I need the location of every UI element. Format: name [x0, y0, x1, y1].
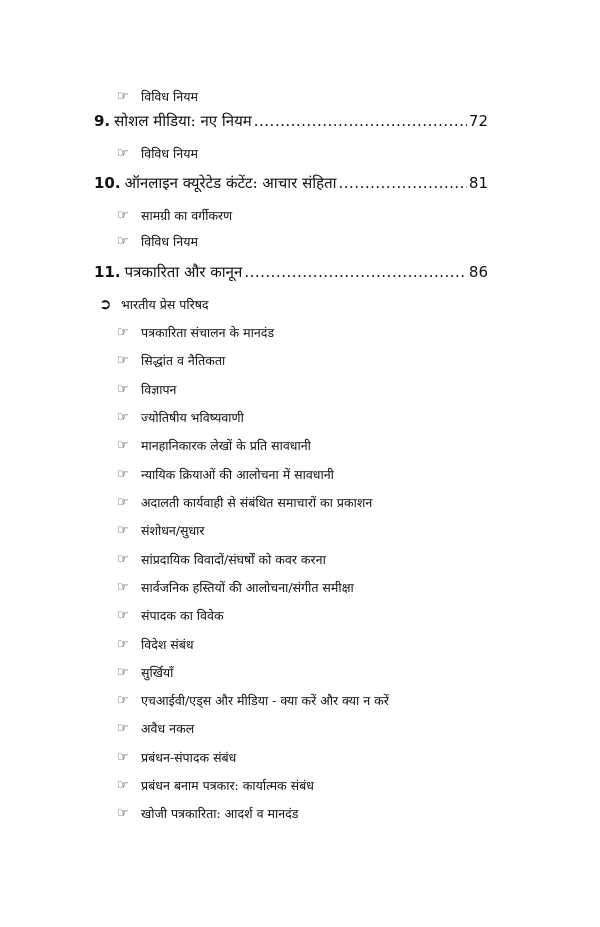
toc-sub-item: [117, 207, 232, 224]
toc-sub-item: [117, 437, 311, 454]
toc-sub-item-text: मानहानिकारक लेखों के प्रति सावधानी: [141, 438, 311, 453]
toc-sub-item: [117, 777, 314, 794]
toc-sub-item: [117, 324, 274, 341]
pointing-hand-icon: ☞: [117, 325, 129, 340]
toc-sub-item: [117, 494, 372, 511]
pointing-hand-icon: ☞: [117, 693, 129, 708]
toc-sub-item-text: सार्वजनिक हस्तियों की आलोचना/संगीत समीक्षा: [141, 580, 354, 595]
dot-leader: [339, 174, 467, 192]
pointing-hand-icon: ☞: [117, 89, 129, 104]
toc-sub-item-text: विविध नियम: [141, 234, 198, 249]
chapter-page-number: 86: [468, 263, 488, 281]
toc-sub-item: [117, 551, 326, 568]
toc-sub-item-text: सुर्खियाँ: [141, 665, 174, 680]
pointing-hand-icon: ☞: [117, 234, 129, 249]
toc-sub-item: [117, 692, 389, 709]
toc-sub-item-text: सामग्री का वर्गीकरण: [141, 208, 233, 223]
toc-sub-item-text: विज्ञापन: [141, 382, 177, 397]
pointing-hand-icon: ☞: [117, 552, 129, 567]
toc-sub-item-text: अदालती कार्यवाही से संबंधित समाचारों का प्रकाशन: [141, 495, 373, 510]
toc-sub-item-text: पत्रकारिता संचालन के मानदंड: [141, 325, 275, 340]
pointing-hand-icon: ☞: [117, 778, 129, 793]
pointing-hand-icon: ☞: [117, 523, 129, 538]
section-heading-text: भारतीय प्रेस परिषद: [121, 296, 209, 312]
toc-sub-item-text: विविध नियम: [141, 146, 198, 161]
toc-sub-item-text: प्रबंधन-संपादक संबंध: [141, 750, 237, 765]
chapter-title: पत्रकारिता और कानून: [124, 263, 243, 281]
chapter-number: 9.: [94, 112, 111, 130]
toc-sub-item: [117, 579, 354, 596]
toc-sub-item: [117, 381, 176, 398]
toc-sub-item: [117, 607, 224, 624]
toc-sub-item: [117, 664, 173, 681]
chapter-number: 10.: [94, 174, 121, 192]
toc-sub-item: [117, 522, 205, 539]
toc-sub-item-text: संशोधन/सुधार: [141, 523, 205, 538]
chapter-page-number: 72: [468, 112, 488, 130]
toc-chapter: [94, 111, 488, 131]
toc-sub-item: [117, 145, 198, 162]
toc-sub-item-text: एचआईवी/एड्स और मीडिया - क्या करें और क्या न करें: [141, 693, 389, 708]
toc-sub-item: [117, 233, 198, 250]
toc-sub-item-text: संपादक का विवेक: [141, 608, 224, 623]
pointing-hand-icon: ☞: [117, 750, 129, 765]
pointing-hand-icon: ☞: [117, 382, 129, 397]
toc-chapter: [94, 173, 488, 193]
pointing-hand-icon: ☞: [117, 608, 129, 623]
pointing-hand-icon: ☞: [117, 580, 129, 595]
pointing-hand-icon: ☞: [117, 806, 129, 821]
dot-leader: [254, 112, 467, 130]
pointing-hand-icon: ☞: [117, 208, 129, 223]
pointing-hand-icon: ☞: [117, 438, 129, 453]
toc-sub-item-text: ज्योतिषीय भविष्यवाणी: [141, 410, 244, 425]
toc-sub-item-text: प्रबंधन बनाम पत्रकार: कार्यात्मक संबंध: [141, 778, 314, 793]
toc-sub-item: [117, 409, 244, 426]
toc-chapter: [94, 262, 488, 282]
chapter-title: ऑनलाइन क्यूरेटेड कंटेंट: आचार संहिता: [124, 174, 337, 192]
pointing-hand-icon: ☞: [117, 495, 129, 510]
pointing-hand-icon: ☞: [117, 410, 129, 425]
pointing-hand-icon: ☞: [117, 637, 129, 652]
chapter-page-number: 81: [468, 174, 488, 192]
toc-section-heading: [99, 295, 209, 313]
pointing-hand-icon: ☞: [117, 721, 129, 736]
toc-sub-item-text: सिद्धांत व नैतिकता: [141, 353, 226, 368]
toc-sub-item: [117, 466, 334, 483]
circled-arrow-icon: ➲: [99, 295, 112, 313]
dot-leader: [244, 263, 467, 281]
toc-sub-item: [117, 352, 225, 369]
pointing-hand-icon: ☞: [117, 146, 129, 161]
chapter-title: सोशल मीडिया: नए नियम: [114, 112, 252, 130]
toc-sub-item: [117, 88, 198, 105]
pointing-hand-icon: ☞: [117, 665, 129, 680]
toc-sub-item-text: खोजी पत्रकारिता: आदर्श व मानदंड: [141, 806, 299, 821]
toc-sub-item: [117, 805, 298, 822]
toc-sub-item-text: विविध नियम: [141, 89, 198, 104]
chapter-number: 11.: [94, 263, 121, 281]
toc-sub-item-text: सांप्रदायिक विवादों/संघर्षों को कवर करना: [141, 552, 326, 567]
pointing-hand-icon: ☞: [117, 467, 129, 482]
toc-sub-item-text: विदेश संबंध: [141, 637, 194, 652]
toc-sub-item: [117, 720, 194, 737]
pointing-hand-icon: ☞: [117, 353, 129, 368]
toc-sub-item-text: न्यायिक क्रियाओं की आलोचना में सावधानी: [141, 467, 334, 482]
toc-sub-item-text: अवैध नकल: [141, 721, 195, 736]
toc-sub-item: [117, 749, 236, 766]
toc-sub-item: [117, 636, 194, 653]
